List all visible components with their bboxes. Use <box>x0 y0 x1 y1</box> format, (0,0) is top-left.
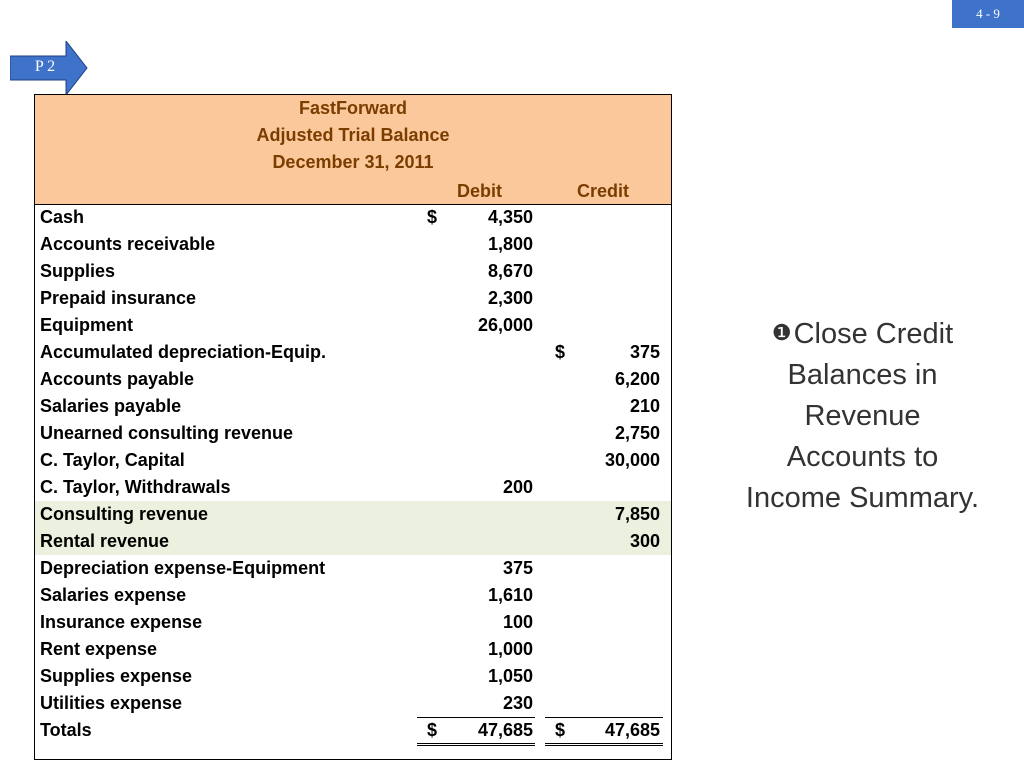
credit-amount: 375 <box>629 342 660 362</box>
statement-date: December 31, 2011 <box>272 152 434 172</box>
credit-amount: 300 <box>629 531 660 551</box>
totals-label: Totals <box>40 720 92 740</box>
account-name: C. Taylor, Capital <box>40 450 185 470</box>
table-row <box>35 204 671 231</box>
debit-amount: 230 <box>502 693 533 713</box>
credit-amount: 30,000 <box>604 450 660 470</box>
debit-amount: 100 <box>502 612 533 632</box>
debit-amount: 4,350 <box>487 207 533 227</box>
closing-note-text: Close Credit Balances in Revenue Accounts to Income Summary. <box>745 318 980 514</box>
account-name: Accounts payable <box>40 369 195 389</box>
debit-amount <box>455 339 533 366</box>
debit-amount <box>455 366 533 393</box>
debit-amount: 1,610 <box>487 585 533 605</box>
credit-amount: 7,850 <box>614 504 660 524</box>
debit-amount <box>455 420 533 447</box>
credit-amount <box>583 474 660 501</box>
debit-column-header: Debit <box>457 181 502 201</box>
debit-amount: 200 <box>502 477 533 497</box>
adjusted-trial-balance-table <box>34 94 672 760</box>
table-row <box>35 339 671 366</box>
account-name: C. Taylor, Withdrawals <box>40 477 231 497</box>
credit-currency-sign: $ <box>555 720 566 740</box>
debit-currency-sign: $ <box>427 720 438 740</box>
account-name: Rental revenue <box>40 531 170 551</box>
credit-amount <box>583 231 660 258</box>
totals-row <box>35 717 671 744</box>
table-row <box>35 366 671 393</box>
credit-amount <box>583 609 660 636</box>
account-name: Insurance expense <box>40 612 203 632</box>
statement-title: Adjusted Trial Balance <box>256 125 450 145</box>
debit-amount: 1,000 <box>487 639 533 659</box>
table-row <box>35 555 671 582</box>
table-row <box>35 231 671 258</box>
debit-amount: 26,000 <box>477 315 533 335</box>
credit-double-rule <box>545 743 663 746</box>
table-row <box>35 582 671 609</box>
table-row <box>35 636 671 663</box>
account-name: Supplies expense <box>40 666 193 686</box>
table-row <box>35 663 671 690</box>
slide-number: 4 - 9 <box>952 0 1024 28</box>
credit-amount <box>583 285 660 312</box>
account-name: Cash <box>40 207 85 227</box>
account-name: Salaries payable <box>40 396 182 416</box>
table-row <box>35 690 671 717</box>
table-row <box>35 528 671 555</box>
account-name: Accounts receivable <box>40 234 216 254</box>
account-name: Equipment <box>40 315 133 335</box>
debit-double-rule <box>417 743 535 746</box>
credit-subtotal-rule <box>545 717 663 718</box>
table-row <box>35 420 671 447</box>
account-name: Consulting revenue <box>40 504 209 524</box>
debit-amount: 1,050 <box>487 666 533 686</box>
debit-amount <box>455 447 533 474</box>
debit-amount <box>455 393 533 420</box>
table-row <box>35 501 671 528</box>
numbered-bullet-icon: ❶ <box>771 320 792 345</box>
account-name: Salaries expense <box>40 585 187 605</box>
table-row <box>35 447 671 474</box>
debit-amount: 8,670 <box>487 261 533 281</box>
table-row <box>35 609 671 636</box>
debit-amount: 2,300 <box>487 288 533 308</box>
credit-amount: 210 <box>629 396 660 416</box>
debit-subtotal-rule <box>417 717 535 718</box>
account-name: Supplies <box>40 261 116 281</box>
credit-currency-sign: $ <box>555 342 566 362</box>
table-row <box>35 312 671 339</box>
debit-amount <box>455 501 533 528</box>
credit-amount <box>583 636 660 663</box>
company-name: FastForward <box>298 98 408 118</box>
account-name: Prepaid insurance <box>40 288 197 308</box>
account-name: Unearned consulting revenue <box>40 423 294 443</box>
credit-amount <box>583 663 660 690</box>
credit-amount <box>583 555 660 582</box>
table-row <box>35 474 671 501</box>
account-name: Rent expense <box>40 639 158 659</box>
table-row <box>35 285 671 312</box>
credit-amount: 2,750 <box>614 423 660 443</box>
objective-badge-label: P 2 <box>34 58 56 75</box>
credit-amount <box>583 258 660 285</box>
credit-column-header: Credit <box>577 181 630 201</box>
account-name: Utilities expense <box>40 693 183 713</box>
debit-amount <box>455 528 533 555</box>
table-row <box>35 393 671 420</box>
table-header <box>35 95 671 205</box>
account-name: Accumulated depreciation-Equip. <box>40 342 327 362</box>
account-name: Depreciation expense-Equipment <box>40 558 326 578</box>
credit-amount: 6,200 <box>614 369 660 389</box>
objective-badge <box>10 41 88 95</box>
table-row <box>35 258 671 285</box>
debit-total: 47,685 <box>477 720 533 740</box>
credit-amount <box>583 312 660 339</box>
credit-amount <box>583 690 660 717</box>
closing-note <box>745 312 980 519</box>
credit-total: 47,685 <box>604 720 660 740</box>
debit-amount: 375 <box>502 558 533 578</box>
credit-amount <box>583 204 660 231</box>
debit-amount: 1,800 <box>487 234 533 254</box>
debit-currency-sign: $ <box>427 207 438 227</box>
credit-amount <box>583 582 660 609</box>
